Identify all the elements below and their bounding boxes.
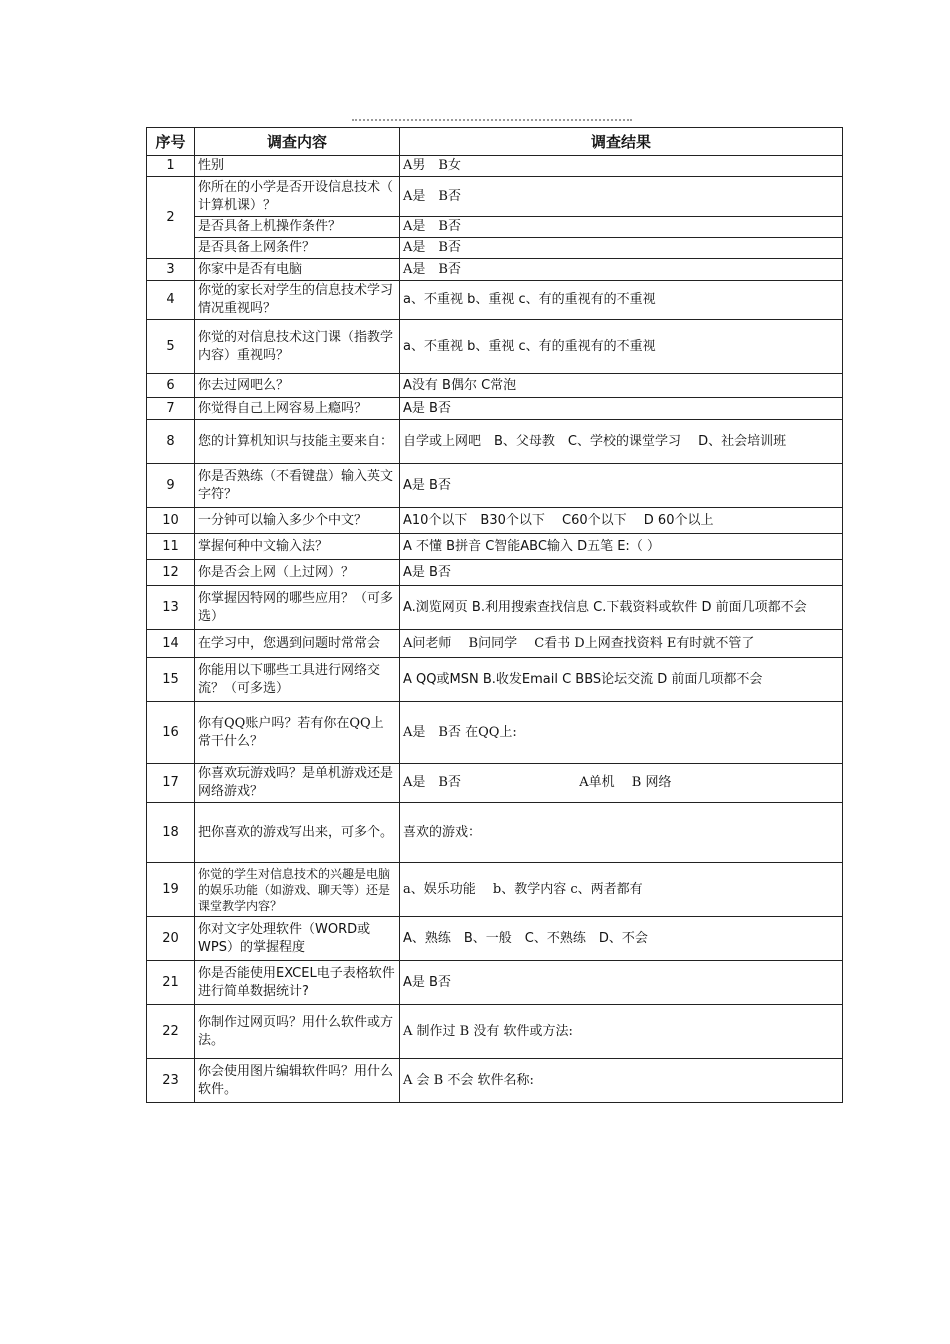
row-number: 21	[147, 961, 195, 1005]
row-number: 10	[147, 508, 195, 534]
row-question: 你对文字处理软件（WORD或WPS）的掌握程度	[195, 917, 400, 961]
row-answer: a、娱乐功能 b、教学内容 c、两者都有	[400, 863, 843, 917]
row-question: 你觉的学生对信息技术的兴趣是电脑的娱乐功能（如游戏、聊天等）还是课堂教学内容？	[195, 863, 400, 917]
table-row	[147, 1005, 843, 1059]
header-content: 调查内容	[195, 128, 400, 156]
row-question: 你家中是否有电脑	[195, 259, 400, 281]
row-number: 18	[147, 803, 195, 863]
row-answer: A 不懂 B拼音 C智能ABC输入 D五笔 E:（ ）	[400, 534, 843, 560]
row-answer: A、熟练 B、一般 C、不熟练 D、不会	[400, 917, 843, 961]
row-number: 4	[147, 281, 195, 320]
table-row	[147, 586, 843, 630]
answer-part-1: A是 B否	[403, 775, 461, 790]
table-row	[147, 534, 843, 560]
row-number: 5	[147, 320, 195, 374]
row-answer: A QQ或MSN B.收发Email C BBS论坛交流 D 前面几项都不会	[400, 658, 843, 702]
table-row	[147, 1059, 843, 1103]
row-question: 是否具备上机操作条件？	[195, 217, 400, 238]
row-number: 9	[147, 464, 195, 508]
row-question: 你是否熟练（不看键盘）输入英文字符？	[195, 464, 400, 508]
table-row	[147, 863, 843, 917]
table-row	[147, 281, 843, 320]
row-question: 你觉的对信息技术这门课（指教学内容）重视吗？	[195, 320, 400, 374]
row-question: 你去过网吧么？	[195, 374, 400, 398]
table-row	[147, 961, 843, 1005]
header-result: 调查结果	[400, 128, 843, 156]
table-row	[147, 658, 843, 702]
table-row	[147, 177, 843, 217]
row-number: 8	[147, 420, 195, 464]
row-answer: A是 B否	[400, 259, 843, 281]
row-question: 性别	[195, 156, 400, 177]
table-row	[147, 420, 843, 464]
row-question: 你是否能使用EXCEL电子表格软件进行简单数据统计?	[195, 961, 400, 1005]
row-answer: a、不重视 b、重视 c、有的重视有的不重视	[400, 320, 843, 374]
row-number: 1	[147, 156, 195, 177]
header-no: 序号	[147, 128, 195, 156]
row-number: 12	[147, 560, 195, 586]
row-number: 19	[147, 863, 195, 917]
row-answer: A是 B否	[400, 398, 843, 420]
row-question: 是否具备上网条件？	[195, 238, 400, 259]
row-number: 11	[147, 534, 195, 560]
table-row	[147, 156, 843, 177]
row-answer	[400, 764, 843, 803]
row-number: 20	[147, 917, 195, 961]
row-answer: A问老师 B问同学 C看书 D上网查找资料 E有时就不管了	[400, 630, 843, 658]
table-row	[147, 702, 843, 764]
row-answer: A10个以下 B30个以下 C60个以下 D 60个以上	[400, 508, 843, 534]
row-question: 在学习中，您遇到问题时常常会	[195, 630, 400, 658]
row-answer: A没有 B偶尔 C常泡	[400, 374, 843, 398]
row-question: 一分钟可以输入多少个中文？	[195, 508, 400, 534]
row-question: 您的计算机知识与技能主要来自：	[195, 420, 400, 464]
row-question: 你是否会上网（上过网）？	[195, 560, 400, 586]
row-question: 你所在的小学是否开设信息技术（ 计算机课）？	[195, 177, 400, 217]
table-row	[147, 917, 843, 961]
row-number: 14	[147, 630, 195, 658]
row-answer: A是 B否	[400, 177, 843, 217]
row-number: 16	[147, 702, 195, 764]
row-question: 你觉的家长对学生的信息技术学习情况重视吗？	[195, 281, 400, 320]
faded-title-line	[352, 119, 632, 127]
row-number: 17	[147, 764, 195, 803]
table-row	[147, 238, 843, 259]
table-row	[147, 630, 843, 658]
row-answer: 自学或上网吧 B、父母教 C、学校的课堂学习 D、社会培训班	[400, 420, 843, 464]
row-answer: A是 B否 在QQ上:	[400, 702, 843, 764]
table-row	[147, 320, 843, 374]
row-number: 22	[147, 1005, 195, 1059]
row-question: 你觉得自己上网容易上瘾吗？	[195, 398, 400, 420]
table-row	[147, 560, 843, 586]
row-answer: a、不重视 b、重视 c、有的重视有的不重视	[400, 281, 843, 320]
row-question: 你会使用图片编辑软件吗？用什么软件。	[195, 1059, 400, 1103]
row-answer: A是 B否	[400, 961, 843, 1005]
row-question: 把你喜欢的游戏写出来，可多个。	[195, 803, 400, 863]
survey-table	[146, 127, 843, 1103]
row-answer: A是 B否	[400, 464, 843, 508]
table-row	[147, 398, 843, 420]
row-number: 6	[147, 374, 195, 398]
row-answer: 喜欢的游戏：	[400, 803, 843, 863]
table-row	[147, 217, 843, 238]
row-answer: A.浏览网页 B.利用搜索查找信息 C.下载资料或软件 D 前面几项都不会	[400, 586, 843, 630]
row-question: 你制作过网页吗？用什么软件或方法。	[195, 1005, 400, 1059]
row-answer: A男 B女	[400, 156, 843, 177]
row-answer: A是 B否	[400, 238, 843, 259]
row-answer: A 会 B 不会 软件名称:	[400, 1059, 843, 1103]
table-row	[147, 259, 843, 281]
table-row	[147, 803, 843, 863]
row-number: 13	[147, 586, 195, 630]
table-row	[147, 464, 843, 508]
row-number: 15	[147, 658, 195, 702]
row-answer: A是 B否	[400, 217, 843, 238]
row-question: 掌握何种中文输入法？	[195, 534, 400, 560]
row-answer: A 制作过 B 没有 软件或方法:	[400, 1005, 843, 1059]
row-number: 3	[147, 259, 195, 281]
table-row	[147, 374, 843, 398]
row-answer: A是 B否	[400, 560, 843, 586]
table-row	[147, 508, 843, 534]
row-number: 2	[147, 177, 195, 259]
row-question: 你能用以下哪些工具进行网络交流？（可多选）	[195, 658, 400, 702]
row-question: 你喜欢玩游戏吗？是单机游戏还是网络游戏？	[195, 764, 400, 803]
table-row	[147, 764, 843, 803]
row-number: 7	[147, 398, 195, 420]
answer-part-2: A单机 B 网络	[579, 775, 672, 790]
table-header-row	[147, 128, 843, 156]
row-number: 23	[147, 1059, 195, 1103]
row-question: 你有QQ账户吗？若有你在QQ上常干什么？	[195, 702, 400, 764]
row-question: 你掌握因特网的哪些应用？（可多选）	[195, 586, 400, 630]
